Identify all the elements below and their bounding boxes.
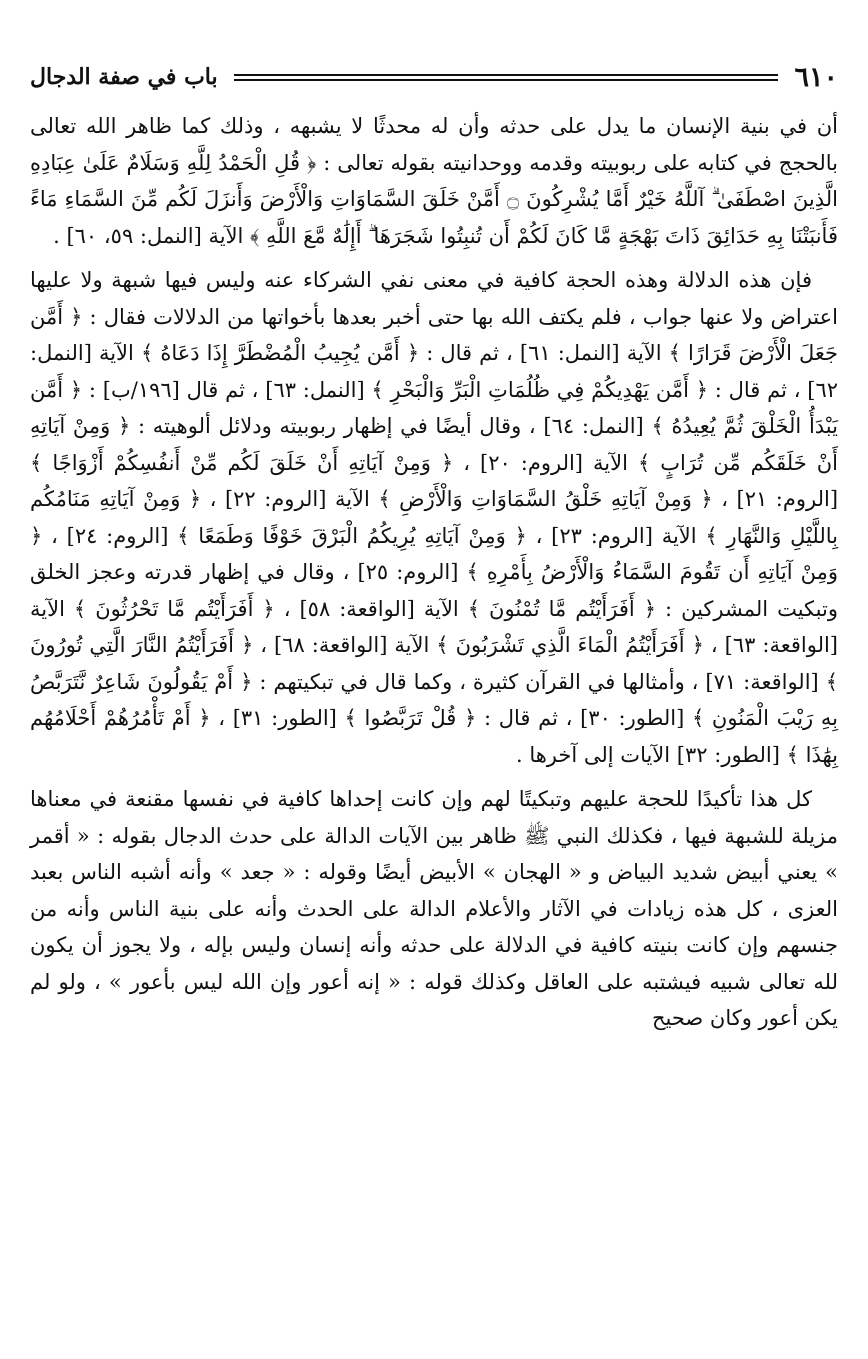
header-rule: [234, 74, 779, 81]
paragraph-2: فإن هذه الدلالة وهذه الحجة كافية في معنى نفي الشركاء عنه وليس فيها شبهة ولا عليها اعتراض ولا عنها جواب ، فلم يكتف الله بها حتى أخبر بعدها بأخواتها من الدلالات فقال : ﴿ أَمَّن جَعَلَ الْأَرْضَ قَرَارًا ﴾ الآية [النمل: ٦١] ، ثم قال : ﴿ أَمَّن يُجِيبُ الْمُضْطَرَّ إِذَا دَعَاهُ ﴾ الآية [النمل: ٦٢] ، ثم قال : ﴿ أَمَّن يَهْدِيكُمْ فِي ظُلُمَاتِ الْبَرِّ وَالْبَحْرِ ﴾ [النمل: ٦٣] ، ثم قال [١٩٦/ب] : ﴿ أَمَّن يَبْدَأُ الْخَلْقَ ثُمَّ يُعِيدُهُ ﴾ [النمل: ٦٤] ، وقال أيضًا في إظهار ربوبيته ودلائل ألوهيته : ﴿ وَمِنْ آيَاتِهِ أَنْ خَلَقَكُم مِّن تُرَابٍ ﴾ الآية [الروم: ٢٠] ، ﴿ وَمِنْ آيَاتِهِ أَنْ خَلَقَ لَكُم مِّنْ أَنفُسِكُمْ أَزْوَاجًا ﴾ [الروم: ٢١] ، ﴿ وَمِنْ آيَاتِهِ خَلْقُ السَّمَاوَاتِ وَالْأَرْضِ ﴾ الآية [الروم: ٢٢] ، ﴿ وَمِنْ آيَاتِهِ مَنَامُكُم بِاللَّيْلِ وَالنَّهَارِ ﴾ الآية [الروم: ٢٣] ، ﴿ وَمِنْ آيَاتِهِ يُرِيكُمُ الْبَرْقَ خَوْفًا وَطَمَعًا ﴾ [الروم: ٢٤] ، ﴿ وَمِنْ آيَاتِهِ أَن تَقُومَ السَّمَاءُ وَالْأَرْضُ بِأَمْرِهِ ﴾ [الروم: ٢٥] ، وقال في إظهار قدرته وعجز الخلق وتبكيت المشركين : ﴿ أَفَرَأَيْتُم مَّا تُمْنُونَ ﴾ الآية [الواقعة: ٥٨] ، ﴿ أَفَرَأَيْتُم مَّا تَحْرُثُونَ ﴾ الآية [الواقعة: ٦٣] ، ﴿ أَفَرَأَيْتُمُ الْمَاءَ الَّذِي تَشْرَبُونَ ﴾ الآية [الواقعة: ٦٨] ، ﴿ أَفَرَأَيْتُمُ النَّارَ الَّتِي تُورُونَ ﴾ [الواقعة: ٧١] ، وأمثالها في القرآن كثيرة ، وكما قال في تبكيتهم : ﴿ أَمْ يَقُولُونَ شَاعِرٌ نَّتَرَبَّصُ بِهِ رَيْبَ الْمَنُونِ ﴾ [الطور: ٣٠] ، ثم قال : ﴿ قُلْ تَرَبَّصُوا ﴾ [الطور: ٣١] ، ﴿ أَمْ تَأْمُرُهُمْ أَحْلَامُهُم بِهَٰذَا ﴾ [الطور: ٣٢] الآيات إلى آخرها .: [30, 268, 839, 767]
paragraph-3: كل هذا تأكيدًا للحجة عليهم وتبكيتًا لهم وإن كانت إحداها كافية في نفسها مقنعة في معناها مزيلة للشبهة فيها ، فكذلك النبي ﷺ ظاهر بين الآيات الدالة على حدث الدجال بقوله : « أقمر » يعني أبيض شديد البياض و « الهجان » الأبيض أيضًا وقوله : « جعد » وأنه أشبه الناس بعبد العزى ، كل هذه زيادات في الآثار والأعلام الدالة على الحدث وأنه على بنية الناس وأنه من جنسهم وإن كانت بنيته كافية في الدلالة على حدثه وأنه إنسان وليس بإله ، ولا يجوز أن يكون لله تعالى شبيه فيشتبه على العاقل وكذلك قوله : « إنه أعور وإن الله ليس بأعور » ، ولو لم يكن أعور وكان صحيح: [30, 787, 838, 1030]
running-title: باب في صفة الدجال: [30, 64, 218, 90]
paragraph-1: أن في بنية الإنسان ما يدل على حدثه وأن له محدثًا لا يشبهه ، وذلك كما ظاهر الله تعالى بالحجج في كتابه على ربوبيته وقدمه ووحدانيته بقوله تعالى : ﴿ قُلِ الْحَمْدُ لِلَّهِ وَسَلَامٌ عَلَىٰ عِبَادِهِ الَّذِينَ اصْطَفَىٰ ۗ آللَّهُ خَيْرٌ أَمَّا يُشْرِكُونَ ۝ أَمَّنْ خَلَقَ السَّمَاوَاتِ وَالْأَرْضَ وَأَنزَلَ لَكُم مِّنَ السَّمَاءِ مَاءً فَأَنبَتْنَا بِهِ حَدَائِقَ ذَاتَ بَهْجَةٍ مَّا كَانَ لَكُمْ أَن تُنبِتُوا شَجَرَهَا ۗ أَإِلَٰهٌ مَّعَ اللَّهِ ﴾ الآية [النمل: ٥٩، ٦٠] .: [30, 114, 838, 248]
page-body: [30, 108, 838, 1045]
page-header: [30, 62, 838, 92]
page-number: ٦١٠: [794, 61, 838, 93]
